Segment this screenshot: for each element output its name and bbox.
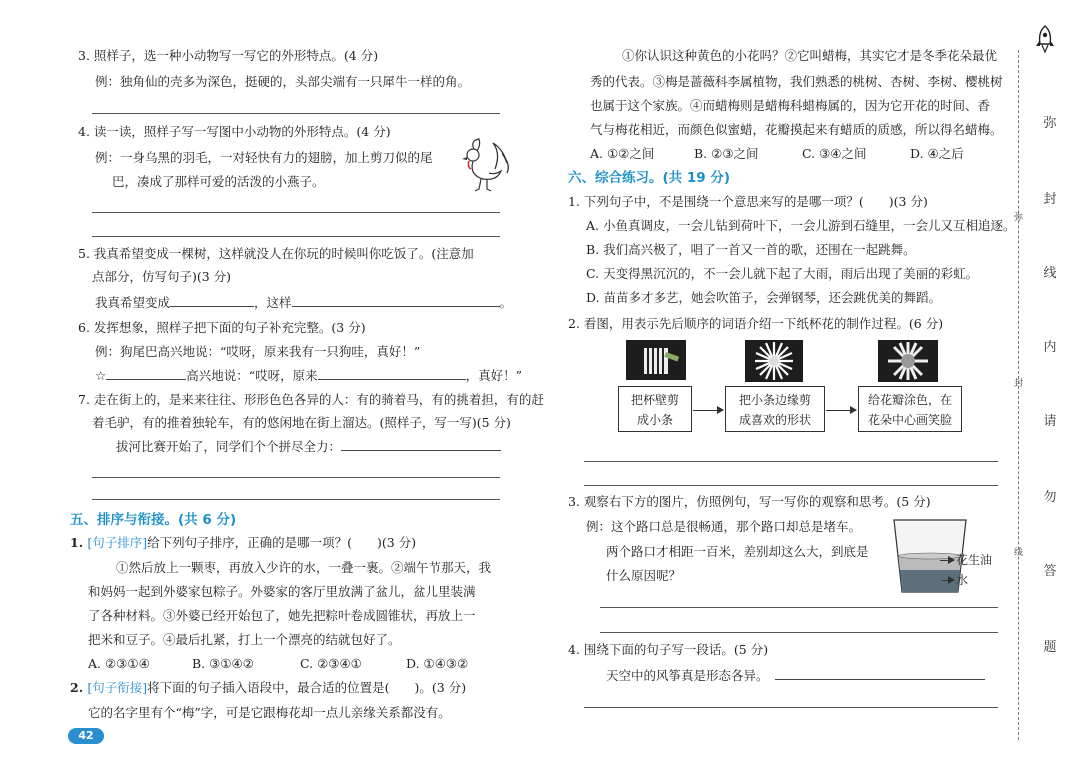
passage-option-a[interactable]: A. ①②之间 bbox=[590, 146, 655, 161]
margin-char-2: 封 bbox=[1043, 192, 1057, 207]
q2-number: 2. bbox=[70, 680, 88, 695]
margin-char-4: 内 bbox=[1043, 340, 1057, 355]
passage-line-2: 秀的代表。③梅是蔷薇科李属植物，我们熟悉的桃树、杏树、李树、樱桃树 bbox=[590, 74, 1003, 89]
q6-title: 6. 发挥想象，照样子把下面的句子补充完整。(3 分) bbox=[78, 320, 366, 335]
q7-line2: 着毛驴，有的推着独轮车，有的悠闲地在街上溜达。(照样子，写一写)(5 分) bbox=[92, 415, 511, 430]
step2-line2: 成喜欢的形状 bbox=[738, 413, 811, 427]
r-q3-answer-line-1[interactable] bbox=[600, 607, 998, 608]
step2-line1: 把小条边缘剪 bbox=[738, 393, 811, 407]
q1-options bbox=[88, 654, 468, 674]
passage-line-3: 也属于这个家族。④而蜡梅则是蜡梅科蜡梅属的，因为它开花的时间、香 bbox=[590, 98, 991, 113]
q5-fill bbox=[95, 293, 512, 313]
r-q3-title: 3. 观察右下方的图片，仿照例句，写一写你的观察和思考。(5 分) bbox=[568, 494, 931, 509]
q1-para-3: 了各种材料。③外婆已经开始包了，她先把粽叶卷成圆锥状，再放上一 bbox=[88, 608, 476, 623]
q4-example-line1: 例：一身乌黑的羽毛，一对轻快有力的翅膀，加上剪刀似的尾 bbox=[95, 150, 433, 165]
q3-answer-line[interactable] bbox=[92, 113, 500, 114]
q7-line3 bbox=[116, 437, 501, 457]
r-q1-option-a[interactable]: A. 小鱼真调皮，一会儿钻到荷叶下，一会儿游到石缝里，一会儿又互相追逐。 bbox=[586, 218, 1016, 233]
step1-line2: 成小条 bbox=[636, 413, 673, 427]
q6-fill-mid: 高兴地说：“哎呀，原来 bbox=[186, 368, 318, 383]
q1-option-a[interactable]: A. ②③①④ bbox=[88, 656, 150, 671]
label-peanut-oil: 花生油 bbox=[956, 553, 993, 567]
r-q4-answer-line[interactable] bbox=[584, 707, 998, 708]
r-q4-blank[interactable] bbox=[775, 666, 985, 680]
r-q4-sentence: 天空中的风筝真是形态各异。 bbox=[606, 668, 769, 683]
q1-option-c[interactable]: C. ②③④① bbox=[300, 656, 362, 671]
section-6-title: 六、综合练习。(共 19 分) bbox=[568, 170, 731, 186]
q5-blank-1[interactable] bbox=[170, 293, 254, 307]
q3-title: 3. 照样子，选一种小动物写一写它的外形特点。(4 分) bbox=[78, 48, 379, 63]
passage-option-d[interactable]: D. ④之后 bbox=[910, 146, 964, 161]
arrow-2 bbox=[826, 410, 856, 411]
margin-small-char-2: 封 bbox=[1014, 379, 1024, 389]
r-q2-answer-line-2[interactable] bbox=[584, 485, 998, 486]
q6-blank-2[interactable] bbox=[318, 366, 466, 380]
margin-char-8: 题 bbox=[1043, 640, 1057, 655]
water-arrow bbox=[942, 580, 954, 581]
step2-flower-image bbox=[745, 340, 803, 382]
arrow-1 bbox=[693, 410, 723, 411]
rooster-illustration bbox=[455, 135, 515, 195]
oil-arrow bbox=[940, 560, 954, 561]
q7-blank[interactable] bbox=[341, 437, 501, 451]
q7-answer-line-2[interactable] bbox=[92, 499, 500, 500]
step1-box bbox=[618, 386, 692, 432]
q7-line1: 7. 走在街上的，是来来往往、形形色色各异的人：有的骑着马，有的挑着担，有的赶 bbox=[78, 392, 544, 407]
q2-sentence: 它的名字里有个“梅”字，可是它跟梅花却一点儿亲缘关系都没有。 bbox=[88, 705, 451, 720]
binding-dashed-line bbox=[1018, 50, 1019, 740]
r-q3-example-line2: 两个路口才相距一百米，差别却这么大，到底是 bbox=[606, 544, 869, 559]
r-q4-prompt bbox=[606, 666, 985, 686]
q4-example-line2: 巴，凑成了那样可爱的活泼的小燕子。 bbox=[112, 174, 325, 189]
margin-char-7: 答 bbox=[1043, 564, 1057, 579]
r-q1-title: 1. 下列句子中，不是围绕一个意思来写的是哪一项？( )(3 分) bbox=[568, 194, 928, 209]
margin-char-3: 线 bbox=[1043, 266, 1057, 281]
r-q1-option-b[interactable]: B. 我们高兴极了，唱了一首又一首的歌，还围在一起跳舞。 bbox=[586, 242, 916, 257]
r-q4-title: 4. 围绕下面的句子写一段话。(5 分) bbox=[568, 642, 769, 657]
margin-small-char-3: 线 bbox=[1014, 548, 1024, 558]
step3-line2: 花朵中心画笑脸 bbox=[867, 413, 952, 427]
page-number: 42 bbox=[68, 728, 104, 744]
passage-options bbox=[590, 144, 964, 164]
r-q3-example: 例：这个路口总是很畅通，那个路口却总是堵车。 bbox=[586, 519, 862, 534]
q4-title: 4. 读一读，照样子写一写图中小动物的外形特点。(4 分) bbox=[78, 124, 391, 139]
margin-small-char-1: 弥 bbox=[1014, 213, 1024, 223]
q1-option-d[interactable]: D. ①④③② bbox=[406, 656, 469, 671]
r-q1-option-c[interactable]: C. 天变得黑沉沉的，不一会儿就下起了大雨，雨后出现了美丽的彩虹。 bbox=[586, 266, 979, 281]
q1-para-2: 和妈妈一起到外婆家包粽子。外婆家的客厅里放满了盆儿，盆儿里装满 bbox=[88, 584, 476, 599]
passage-option-c[interactable]: C. ③④之间 bbox=[802, 146, 867, 161]
q5-blank-2[interactable] bbox=[292, 293, 500, 307]
q6-fill-end: ，真好！” bbox=[465, 368, 523, 383]
passage-option-b[interactable]: B. ②③之间 bbox=[694, 146, 759, 161]
passage-line-4: 气与梅花相近，而颜色似蜜蜡，花瓣摸起来有蜡质的质感，所以得名蜡梅。 bbox=[590, 122, 1003, 137]
margin-char-1: 弥 bbox=[1043, 116, 1057, 131]
q4-answer-line-2[interactable] bbox=[92, 236, 500, 237]
step3-box bbox=[858, 386, 962, 432]
q3-example: 例：独角仙的壳多为深色，挺硬的，头部尖端有一只犀牛一样的角。 bbox=[95, 74, 471, 89]
passage-line-1: ①你认识这种黄色的小花吗？②它叫蜡梅，其实它才是冬季花朵最优 bbox=[622, 48, 998, 63]
section-5-title: 五、排序与衔接。(共 6 分) bbox=[70, 512, 237, 528]
label-water: 水 bbox=[956, 573, 969, 587]
q1-number: 1. bbox=[70, 535, 88, 550]
r-q3-answer-line-2[interactable] bbox=[600, 632, 998, 633]
r-q2-title: 2. 看图，用表示先后顺序的词语介绍一下纸杯花的制作过程。(6 分) bbox=[568, 316, 944, 331]
q1-text: 给下列句子排序，正确的是哪一项？( )(3 分) bbox=[147, 535, 417, 550]
step1-cup-image bbox=[626, 340, 686, 380]
r-q2-answer-line-1[interactable] bbox=[584, 461, 998, 462]
r-q1-option-d[interactable]: D. 苗苗多才多艺，她会吹笛子，会弹钢琴，还会跳优美的舞蹈。 bbox=[586, 290, 942, 305]
q6-blank-1[interactable] bbox=[106, 366, 186, 380]
q5-line1: 5. 我真希望变成一棵树，这样就没人在你玩的时候叫你吃饭了。(注意加 bbox=[78, 246, 474, 261]
q5-line2: 点部分，仿写句子)(3 分) bbox=[92, 269, 232, 284]
step3-line1: 给花瓣涂色，在 bbox=[867, 393, 952, 407]
q2-text: 将下面的句子插入语段中，最合适的位置是( )。(3 分) bbox=[147, 680, 467, 695]
right-page bbox=[540, 0, 1080, 763]
margin-char-6: 勿 bbox=[1043, 490, 1057, 505]
q7-prompt: 拔河比赛开始了，同学们个个拼尽全力： bbox=[116, 439, 342, 454]
q1-option-b[interactable]: B. ③①④② bbox=[192, 656, 254, 671]
q5-fill-mid: ，这样 bbox=[254, 295, 292, 310]
q7-answer-line-1[interactable] bbox=[92, 477, 500, 478]
step2-box bbox=[725, 386, 825, 432]
r-q3-example-line3: 什么原因呢？ bbox=[606, 568, 682, 583]
q2-tag: [句子衔接] bbox=[87, 680, 148, 695]
q5-fill-end: 。 bbox=[499, 295, 513, 310]
q1-title bbox=[70, 533, 416, 553]
star-icon: ☆ bbox=[95, 368, 107, 383]
step3-colored-flower-image bbox=[878, 340, 938, 382]
step1-line1: 把杯壁剪 bbox=[630, 393, 679, 407]
q5-fill-prefix: 我真希望变成 bbox=[95, 295, 171, 310]
margin-char-5: 请 bbox=[1043, 414, 1057, 429]
q1-tag: [句子排序] bbox=[87, 535, 148, 550]
q6-fill bbox=[95, 366, 522, 386]
q4-answer-line-1[interactable] bbox=[92, 212, 500, 213]
q1-para-1: ①然后放上一颗枣，再放入少许的水，一叠一裹。②端午节那天，我 bbox=[116, 560, 492, 575]
rocket-icon bbox=[1034, 24, 1056, 54]
q2-title bbox=[70, 678, 466, 698]
q1-para-4: 把米和豆子。④最后扎紧，打上一个漂亮的结就包好了。 bbox=[88, 632, 401, 647]
q6-example: 例：狗尾巴高兴地说：“哎呀，原来我有一只狗哇，真好！” bbox=[95, 344, 421, 359]
